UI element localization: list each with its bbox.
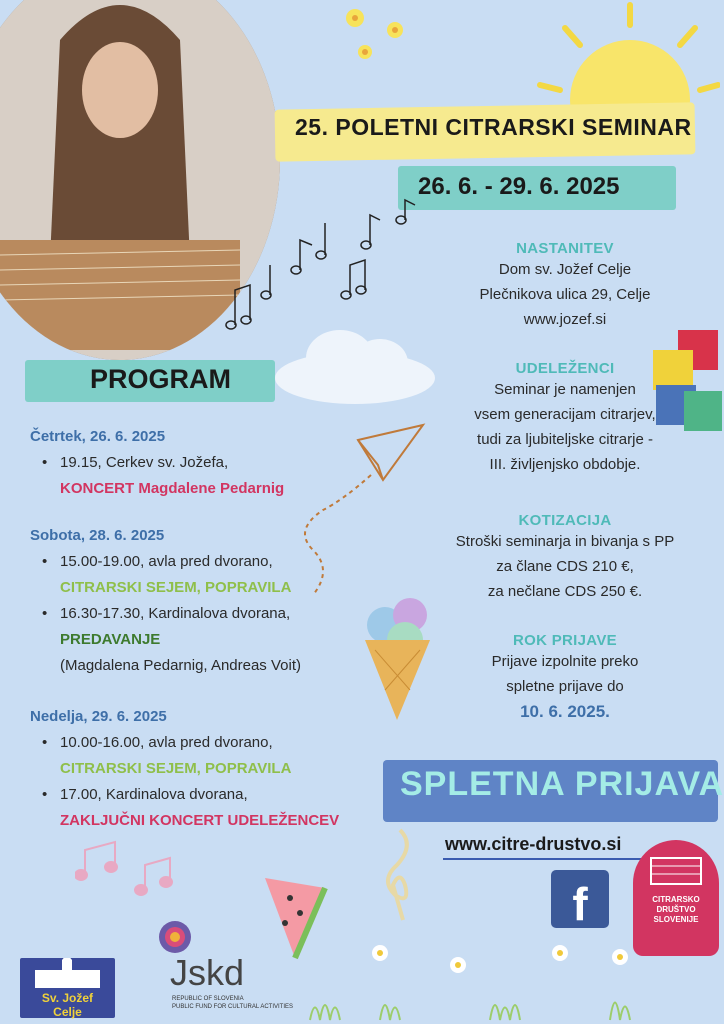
music-notes-icon <box>220 195 420 335</box>
website-link[interactable]: www.citre-drustvo.si <box>445 834 622 854</box>
program-item-text: 19.15, Cerkev sv. Jožefa, <box>60 454 229 471</box>
music-notes-pink-icon <box>75 820 185 900</box>
program-item-highlight: PREDAVANJE <box>60 631 161 648</box>
program-item-highlight: CITRARSKI SEJEM, POPRAVILA <box>60 760 292 777</box>
info-line: Dom sv. Jožef Celje <box>498 261 632 278</box>
church-icon <box>20 958 115 988</box>
jskd-name: Jskd <box>170 952 245 993</box>
info-rok-prijave <box>405 632 724 724</box>
program-item-highlight: CITRARSKI SEJEM, POPRAVILA <box>60 579 292 596</box>
info-heading: KOTIZACIJA <box>518 512 612 529</box>
ice-cream-illustration <box>355 595 445 725</box>
logo-text: Celje <box>53 1005 82 1019</box>
logo-text: Sv. Jožef <box>41 991 94 1005</box>
info-nastanitev <box>405 240 724 332</box>
program-day: Sobota, 28. 6. 2025 <box>30 527 165 544</box>
flowers-illustration <box>335 0 425 70</box>
info-line: Seminar je namenjen <box>494 381 636 398</box>
facebook-icon[interactable]: f <box>551 870 609 928</box>
program-item-text: 15.00-19.00, avla pred dvorano, <box>60 553 273 570</box>
info-line: Stroški seminarja in bivanja s PP <box>455 533 675 550</box>
treble-clef-icon <box>375 825 425 925</box>
bullet: • <box>42 605 48 622</box>
page-title: 25. POLETNI CITRARSKI SEMINAR <box>295 114 692 140</box>
online-registration-label[interactable]: SPLETNA PRIJAVA <box>400 765 724 803</box>
website-underline <box>443 858 656 860</box>
info-line: vsem generacijam citrarjev, <box>474 406 656 423</box>
cds-text: CITRARSKO <box>652 895 700 904</box>
deadline-date: 10. 6. 2025. <box>520 702 610 721</box>
seminar-dates: 26. 6. - 29. 6. 2025 <box>418 173 620 200</box>
program-item-text: 17.00, Kardinalova dvorana, <box>60 786 248 803</box>
cds-text: SLOVENIJE <box>653 915 699 924</box>
jskd-dots-icon <box>158 920 192 954</box>
info-kotizacija <box>405 512 724 604</box>
info-line: www.jozef.si <box>523 311 607 328</box>
info-line: Plečnikova ulica 29, Celje <box>479 286 651 303</box>
bullet: • <box>42 734 48 751</box>
info-heading: ROK PRIJAVE <box>513 632 617 649</box>
sv-jozef-celje-logo <box>20 958 115 1018</box>
info-heading: UDELEŽENCI <box>515 360 615 377</box>
program-day: Četrtek, 26. 6. 2025 <box>30 428 166 445</box>
bullet: • <box>42 553 48 570</box>
cds-text: DRUŠTVO <box>656 905 696 914</box>
bullet: • <box>42 786 48 803</box>
program-item-extra: (Magdalena Pedarnig, Andreas Voit) <box>60 657 301 674</box>
info-heading: NASTANITEV <box>516 240 614 257</box>
info-line: Prijave izpolnite preko <box>491 653 639 670</box>
program-heading: PROGRAM <box>90 364 231 394</box>
info-line: III. življenjsko obdobje. <box>489 456 641 473</box>
paper-plane-icon <box>283 420 433 600</box>
program-day: Nedelja, 29. 6. 2025 <box>30 708 167 725</box>
jskd-sub: REPUBLIC OF SLOVENIA <box>172 996 244 1002</box>
program-item-text: 16.30-17.30, Kardinalova dvorana, <box>60 605 291 622</box>
info-line: spletne prijave do <box>506 678 624 695</box>
info-line: tudi za ljubiteljske citrarje - <box>477 431 653 448</box>
info-line: za člane CDS 210 €, <box>496 558 634 575</box>
program-item-highlight: ZAKLJUČNI KONCERT UDELEŽENCEV <box>60 812 340 829</box>
info-line: za nečlane CDS 250 €. <box>487 583 643 600</box>
cds-emblem-icon <box>633 850 719 890</box>
jskd-logo <box>150 920 294 1020</box>
program-item-text: 10.00-16.00, avla pred dvorano, <box>60 734 273 751</box>
cds-logo <box>633 840 719 956</box>
program-item-highlight: KONCERT Magdalene Pedarnig <box>60 480 285 497</box>
bullet: • <box>42 454 48 471</box>
puzzle-illustration <box>648 325 724 445</box>
jskd-sub: PUBLIC FUND FOR CULTURAL ACTIVITIES <box>172 1004 294 1010</box>
